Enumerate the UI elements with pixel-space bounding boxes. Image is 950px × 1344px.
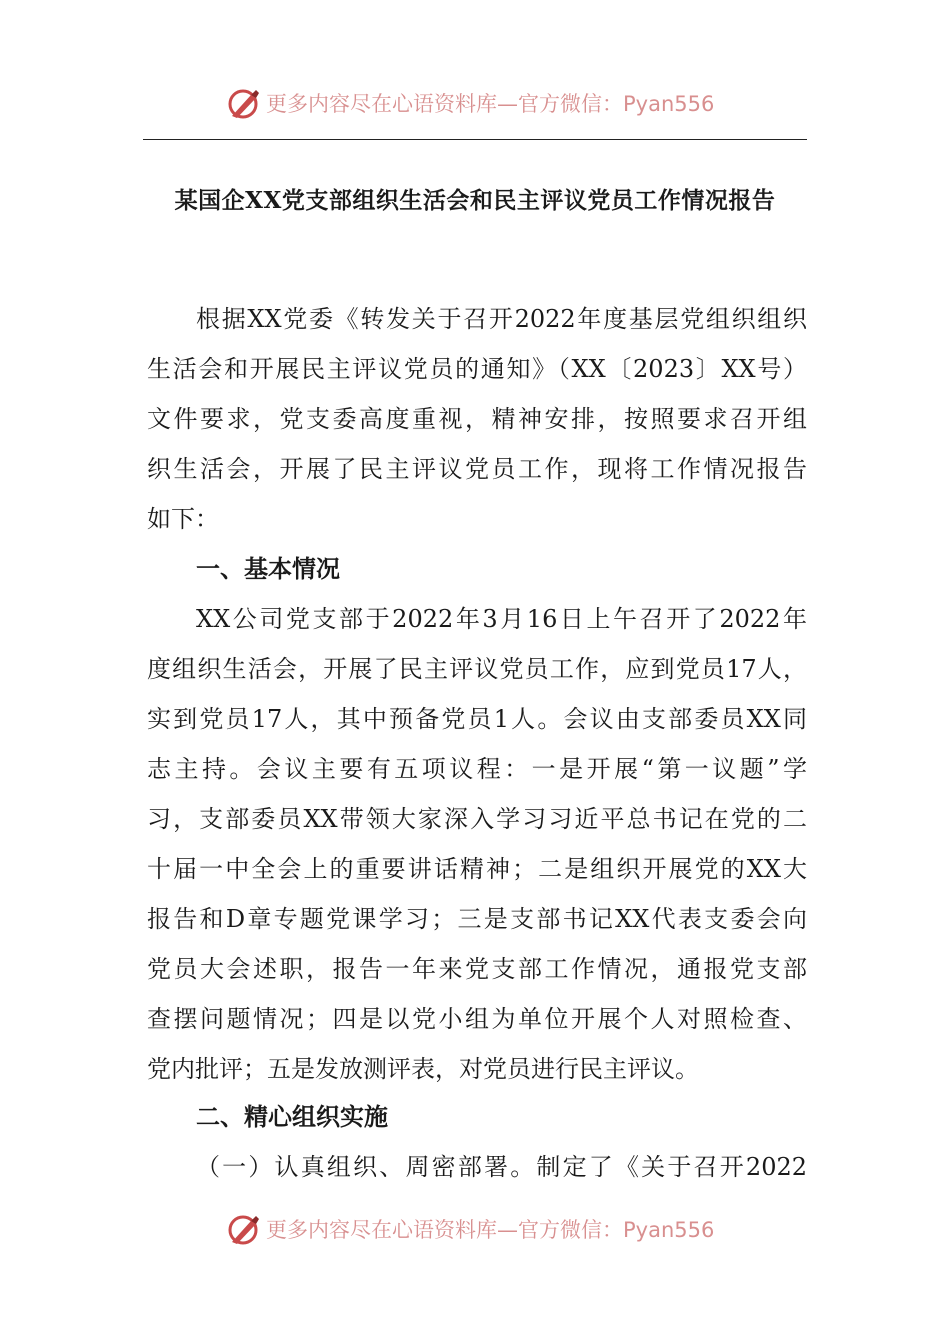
header-banner [0, 84, 950, 124]
pen-circle-logo-icon [226, 87, 262, 121]
paragraph-line: 生活会和开展民主评议党员的通知》（XX〔2023〕XX号） [147, 355, 807, 383]
paragraph-line: 十届一中全会上的重要讲话精神；二是组织开展党的XX大 [147, 855, 807, 883]
paragraph-line: 实到党员17人，其中预备党员1人。会议由支部委员XX同 [147, 705, 807, 733]
paragraph-line: 文件要求，党支委高度重视，精神安排，按照要求召开组 [147, 405, 807, 433]
header-divider [143, 139, 807, 140]
paragraph-line: 党员大会述职，报告一年来党支部工作情况，通报党支部 [147, 955, 807, 983]
banner-text: 更多内容尽在心语资料库—官方微信：Pyan556 [266, 1218, 715, 1242]
section-heading-2: 二、精心组织实施 [196, 1103, 388, 1131]
paragraph-line: 报告和D章专题党课学习；三是支部书记XX代表支委会向 [147, 905, 807, 933]
paragraph-line: （一）认真组织、周密部署。制定了《关于召开2022 [196, 1153, 807, 1181]
paragraph-line: 度组织生活会，开展了民主评议党员工作，应到党员17人， [147, 655, 807, 683]
pen-circle-logo-icon [226, 1213, 262, 1247]
paragraph-line: 根据XX党委《转发关于召开2022年度基层党组织组织 [196, 305, 807, 333]
banner-text: 更多内容尽在心语资料库—官方微信：Pyan556 [266, 92, 715, 116]
paragraph-line: 查摆问题情况；四是以党小组为单位开展个人对照检查、 [147, 1005, 807, 1033]
section-heading-1: 一、基本情况 [196, 555, 340, 583]
document-title: 某国企XX党支部组织生活会和民主评议党员工作情况报告 [174, 187, 776, 214]
paragraph-line: 党内批评；五是发放测评表，对党员进行民主评议。 [147, 1055, 699, 1083]
paragraph-line: 志主持。会议主要有五项议程：一是开展“第一议题”学 [147, 755, 807, 783]
paragraph-line: 习，支部委员XX带领大家深入学习习近平总书记在党的二 [147, 805, 807, 833]
footer-banner [0, 1210, 950, 1250]
paragraph-line: XX公司党支部于2022年3月16日上午召开了2022年 [196, 605, 807, 633]
paragraph-line: 如下： [147, 505, 219, 533]
paragraph-line: 织生活会，开展了民主评议党员工作，现将工作情况报告 [147, 455, 807, 483]
